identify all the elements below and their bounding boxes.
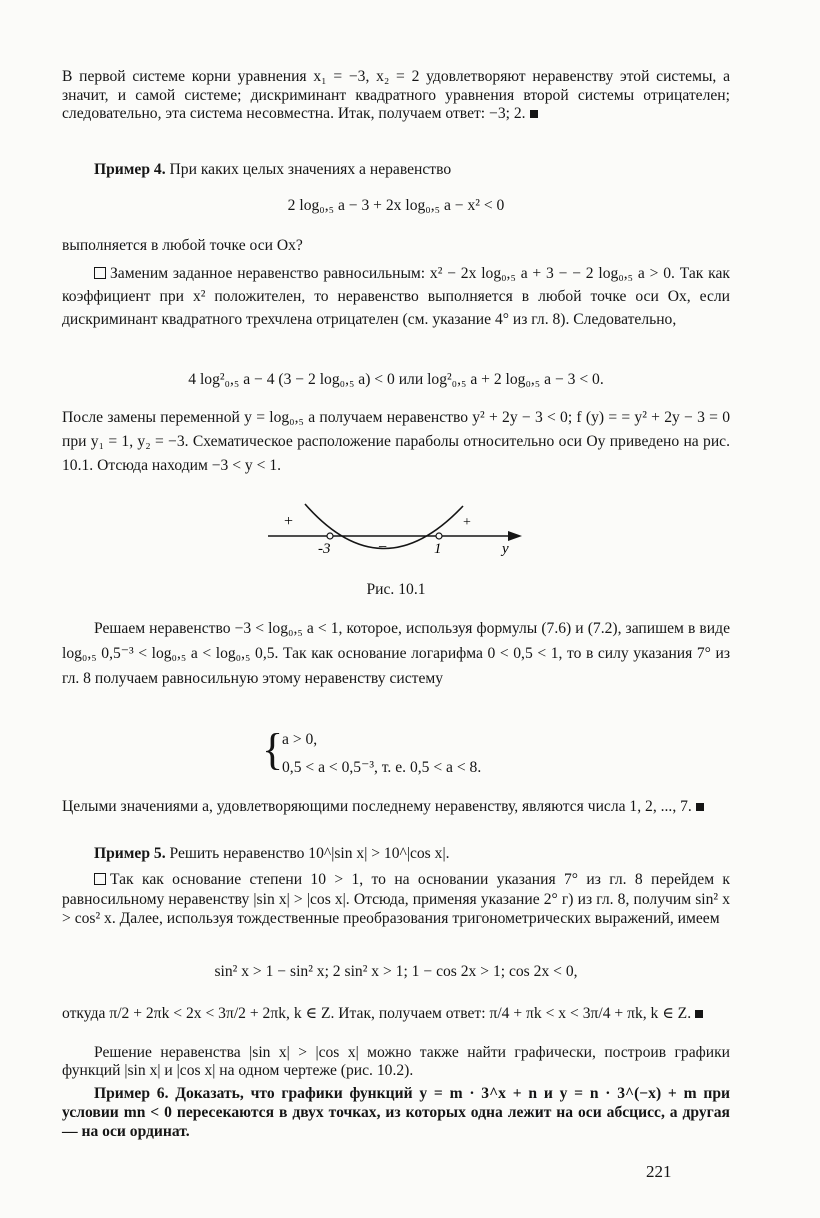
end-of-proof-icon (696, 803, 704, 811)
axis-arrow-icon (508, 531, 522, 541)
example-6-paragraph (62, 1084, 730, 1141)
solution-5-text: Так как основание степени 10 > 1, то на основании указания 7° из гл. 8 перейдем к равносильному неравенству |sin x| > |cos x|. Отсюда, применяя указание 2° г) из гл. 8, получим sin² x > cos² x. Далее, используя тождественные преобразования тригонометрических выражений, имеем (62, 871, 730, 927)
root-point-left (327, 533, 333, 539)
formula-2: 4 log²₀,₅ a − 4 (3 − 2 log₀,₅ a) < 0 или log²₀,₅ a + 2 log₀,₅ a − 3 < 0. (188, 371, 604, 388)
figure-caption: Рис. 10.1 (366, 581, 426, 598)
root-point-right (436, 533, 442, 539)
end-of-proof-icon (530, 110, 538, 118)
solution-4-paragraph (62, 262, 730, 331)
paragraph-1 (62, 68, 730, 124)
paragraph-8: Решение неравенства |sin x| > |cos x| можно также найти графически, построив графики функций |sin x| и |cos x| на одном чертеже (рис. 10.2). (62, 1044, 730, 1079)
paragraph-1-text: В первой системе корни уравнения x₁ = −3, x₂ = 2 удовлетворяют неравенству этой системы, а значит, и самой системе; дискриминант квадратного уравнения второй системы отрицателен; следовательно, эта система несовместна. Итак, получаем ответ: −3; 2. (62, 68, 730, 122)
system-line-2: 0,5 < a < 0,5⁻³, т. е. 0,5 < a < 8. (282, 759, 482, 776)
sign-left: + (284, 513, 294, 530)
paragraph-3: После замены переменной y = log₀,₅ a получаем неравенство y² + 2y − 3 < 0; f (y) = = y² + 2y − 3 = 0 при y₁ = 1, y₂ = −3. Схематическое расположение параболы относительно оси Oy приведено на рис. 10.1. Отсюда находим −3 < y < 1. (62, 409, 730, 474)
axis-label: y (502, 541, 509, 557)
paragraph-7-text: откуда π/2 + 2πk < 2x < 3π/2 + 2πk, k ∈ Z. Итак, получаем ответ: π/4 + πk < x < 3π/4 + πk, k ∈ Z. (62, 1005, 692, 1022)
paragraph-4: Решаем неравенство −3 < log₀,₅ a < 1, которое, используя формулы (7.6) и (7.2), запишем в виде log₀,₅ 0,5⁻³ < log₀,₅ a < log₀,₅ 0,5. Так как основание логарифма 0 < 0,5 < 1, то в силу указания 7° из гл. 8 получаем равносильную этому неравенству систему (62, 620, 730, 687)
example-4-text: При каких целых значениях a неравенство (169, 161, 452, 178)
root-left-label: -3 (318, 541, 331, 557)
solution-5-paragraph (62, 870, 730, 929)
paragraph-5-text: Целыми значениями a, удовлетворяющими последнему неравенству, являются числа 1, 2, ..., 7. (62, 798, 692, 815)
example-6-label: Пример 6. (94, 1085, 169, 1102)
root-right-label: 1 (434, 541, 442, 557)
example-4-heading (62, 160, 730, 180)
paragraph-7 (62, 1004, 730, 1024)
system-brace: { (262, 725, 284, 774)
example-5-text: Решить неравенство 10^|sin x| > 10^|cos x|. (169, 845, 450, 862)
paragraph-5 (62, 798, 730, 816)
example-6-text: Доказать, что графики функций y = m · 3^x + n и y = n · 3^(−x) + m при условии mn < 0 пересекаются в двух точках, из которых одна лежит на оси абсцисс, а другая — на оси ординат. (62, 1085, 730, 1140)
system-line-1: a > 0, (282, 731, 318, 748)
page-number: 221 (646, 1162, 672, 1181)
solution-start-icon (94, 873, 106, 885)
formula-3: sin² x > 1 − sin² x; 2 sin² x > 1; 1 − cos 2x > 1; cos 2x < 0, (214, 963, 578, 980)
example-5-label: Пример 5. (94, 845, 166, 862)
example-5-heading (62, 844, 730, 864)
end-of-proof-icon (695, 1010, 703, 1018)
example-4-formula: 2 log₀,₅ a − 3 + 2x log₀,₅ a − x² < 0 (287, 197, 505, 214)
solution-start-icon (94, 267, 106, 279)
example-4-label: Пример 4. (94, 161, 166, 178)
sign-right: + (463, 515, 471, 530)
sign-middle: − (378, 539, 388, 556)
solution-4-text: Заменим заданное неравенство равносильным: x² − 2x log₀,₅ a + 3 − − 2 log₀,₅ a > 0. Так как коэффициент при x² положителен, то неравенство выполняется в любой точке оси Ox, если дискриминант квадратного трехчлена отрицателен (см. указание 4° из гл. 8). Следовательно, (62, 265, 730, 328)
example-4-tail: выполняется в любой точке оси Ox? (62, 237, 303, 254)
figure-10-1 (260, 498, 530, 566)
